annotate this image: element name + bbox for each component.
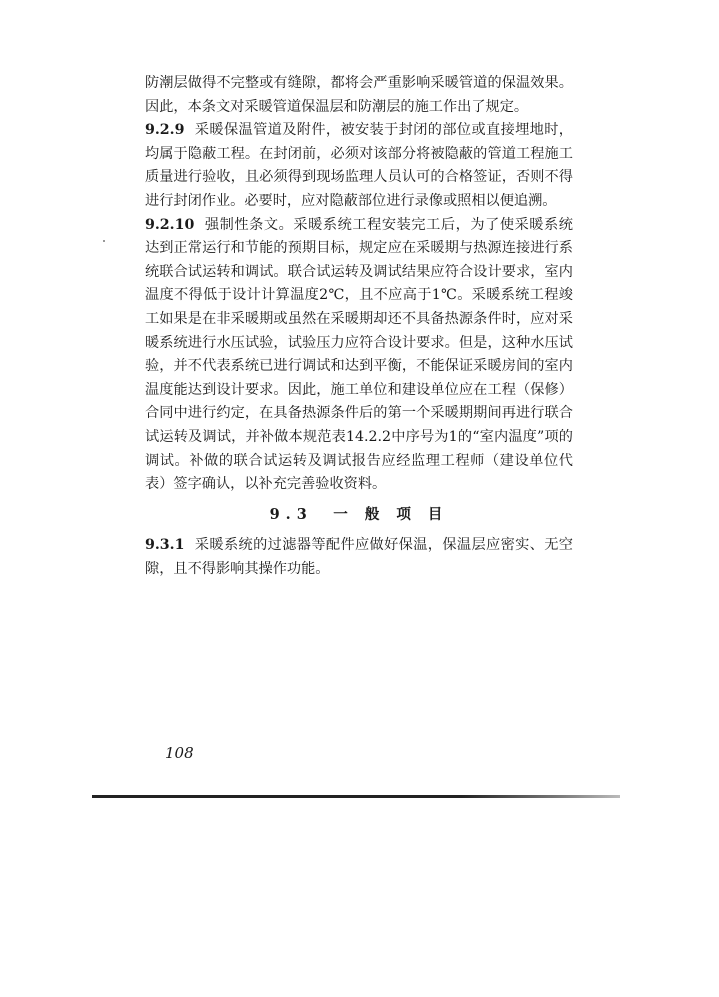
clause-9-2-10: [145, 214, 573, 497]
section-heading: 9.3 一 般 项 目: [269, 505, 449, 523]
clause-number: 9.2.9: [145, 122, 185, 139]
clause-text: 采暖系统的过滤器等配件应做好保温，保温层应密实、无空隙，且不得影响其操作功能。: [145, 537, 573, 577]
clause-9-3-1: [145, 534, 573, 581]
body-text: [145, 72, 573, 581]
clause-number: 9.3.1: [145, 537, 185, 554]
footer-rule: [92, 795, 620, 798]
scan-speck: [103, 240, 105, 242]
intro-paragraph: 防潮层做得不完整或有缝隙，都将会严重影响采暖管道的保温效果。因此，本条文对采暖管道保温层和防潮层的施工作出了规定。: [145, 75, 573, 115]
clause-text: 强制性条文。采暖系统工程安装完工后，为了使采暖系统达到正常运行和节能的预期目标，规定应在采暖期与热源连接进行系统联合试运转和调试。联合试运转及调试结果应符合设计要求，室内温度不得低于设计计算温度2℃，且不应高于1℃。采暖系统工程竣工如果是在非采暖期或虽然在采暖期却还不具备热源条件时，应对采暖系统进行水压试验，试验压力应符合设计要求。但是，这种水压试验，并不代表系统已进行调试和达到平衡，不能保证采暖房间的室内温度能达到设计要求。因此，施工单位和建设单位应在工程（保修）合同中进行约定，在具备热源条件后的第一个采暖期期间再进行联合试运转及调试，并补做本规范表14.2.2中序号为1的“室内温度”项的调试。补做的联合试运转及调试报告应经监理工程师（建设单位代表）签字确认，以补充完善验收资料。: [145, 216, 573, 493]
clause-number: 9.2.10: [145, 216, 195, 233]
clause-9-2-9: [145, 119, 573, 213]
clause-text: 采暖保温管道及附件，被安装于封闭的部位或直接埋地时，均属于隐蔽工程。在封闭前，必须对该部分将被隐蔽的管道工程施工质量进行验收，且必须得到现场监理人员认可的合格签证，否则不得进行封闭作业。必要时，应对隐蔽部位进行录像或照相以便追溯。: [145, 122, 573, 209]
page-number: 108: [165, 744, 194, 762]
